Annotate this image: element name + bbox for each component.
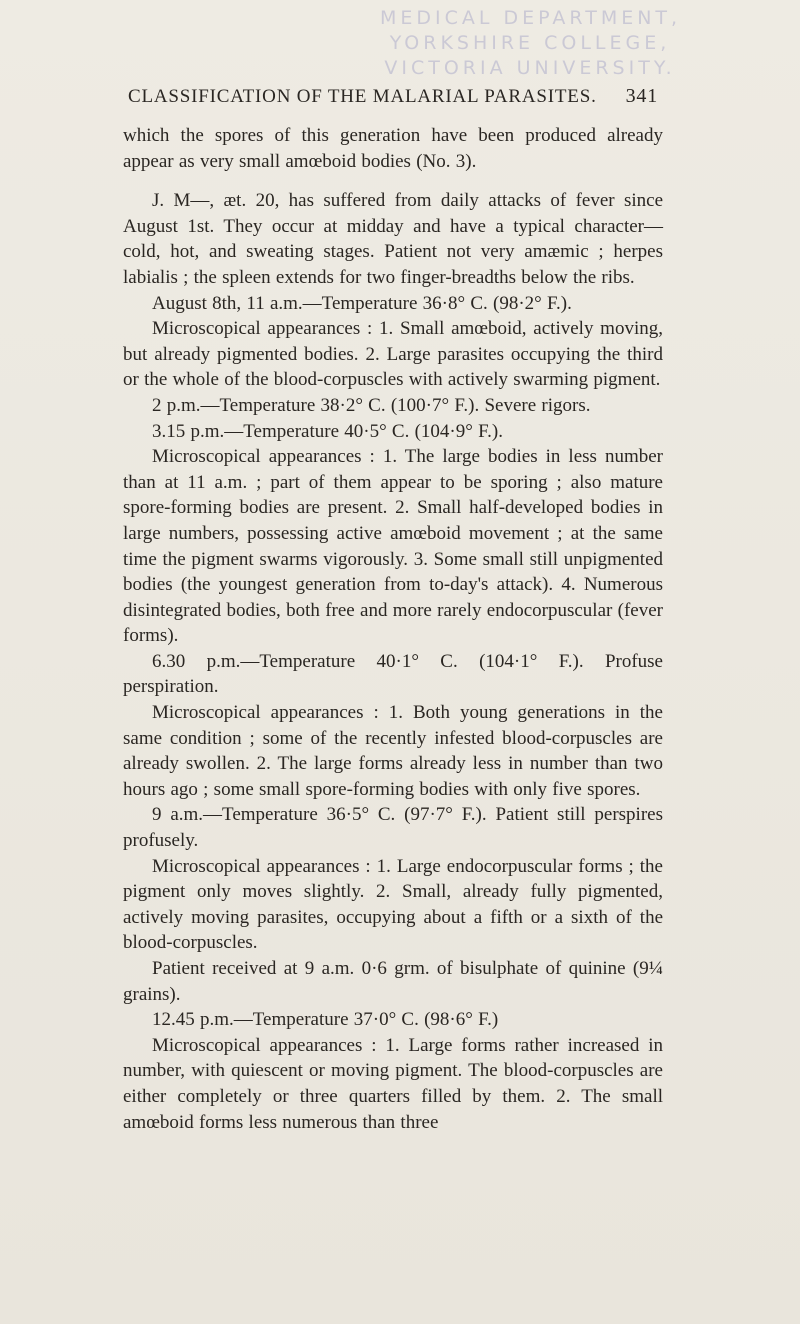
paragraph: Patient received at 9 a.m. 0·6 grm. of bisulphate of quinine (9¼ grains). — [123, 958, 663, 1005]
paragraph: 2 p.m.—Temperature 38·2° C. (100·7° F.). Severe rigors. — [152, 394, 591, 416]
paragraph: Microscopical appearances : 1. The large bodies in less number than at 11 a.m. ; part of them appear to be sporing ; also mature spore-forming bodies are present. 2. Small half-developed bodies in large numbers, possessing active amœboid movement ; at the same time the pigment swarms vigorously. 3. Some small still unpigmented bodies (the youngest generation from to-day's attack). 4. Numerous disintegrated bodies, both free and more rarely endocorpuscular (fever forms). — [123, 446, 663, 647]
stamp-line: VICTORIA UNIVERSITY. — [384, 57, 676, 79]
paragraph: Microscopical appearances : 1. Large forms rather increased in number, with quiescent or moving pigment. The blood-corpuscles are either completely or three quarters filled by them. 2. The small amœboid forms less numerous than three — [123, 1034, 663, 1133]
paragraph: J. M—, æt. 20, has suffered from daily attacks of fever since August 1st. They occur at midday and have a typical character— cold, hot, and sweating stages. Patient not very amæmic ; herpes labialis ; the spleen extends for two finger-breadths below the ribs. — [123, 190, 663, 288]
paragraph: Microscopical appearances : 1. Small amœboid, actively moving, but already pigmented bodies. 2. Large parasites occupying the third or the whole of the blood-corpuscles with actively swarming pigment. — [123, 318, 663, 391]
library-stamp — [380, 6, 680, 81]
page-number: 341 — [625, 85, 658, 107]
paragraph: 9 a.m.—Temperature 36·5° C. (97·7° F.). Patient still perspires profusely. — [123, 804, 663, 852]
stamp-line: YORKSHIRE COLLEGE, — [389, 32, 671, 54]
paragraph: which the spores of this generation have been produced already appear as very small amœboid bodies (No. 3). — [123, 125, 663, 172]
paragraph: August 8th, 11 a.m.—Temperature 36·8° C. (98·2° F.). — [152, 292, 572, 314]
stamp-line: MEDICAL DEPARTMENT, — [380, 7, 682, 29]
paragraph: 6.30 p.m.—Temperature 40·1° C. (104·1° F.). Profuse perspiration. — [123, 650, 663, 698]
paragraph: 12.45 p.m.—Temperature 37·0° C. (98·6° F.) — [152, 1009, 499, 1031]
paragraph: Microscopical appearances : 1. Both young generations in the same condition ; some of the recently infested blood-corpuscles are already swollen. 2. The large forms already less in number than two hours ago ; some small spore-forming bodies with only five spores. — [123, 702, 663, 800]
running-title: CLASSIFICATION OF THE MALARIAL PARASITES. — [128, 86, 597, 107]
page-body — [123, 123, 663, 1135]
paragraph: Microscopical appearances : 1. Large endocorpuscular forms ; the pigment only moves slightly. 2. Small, already fully pigmented, actively moving parasites, occupying about a fifth or a sixth of the blood-corpuscles. — [123, 855, 663, 954]
paragraph: 3.15 p.m.—Temperature 40·5° C. (104·9° F.). — [152, 420, 503, 442]
